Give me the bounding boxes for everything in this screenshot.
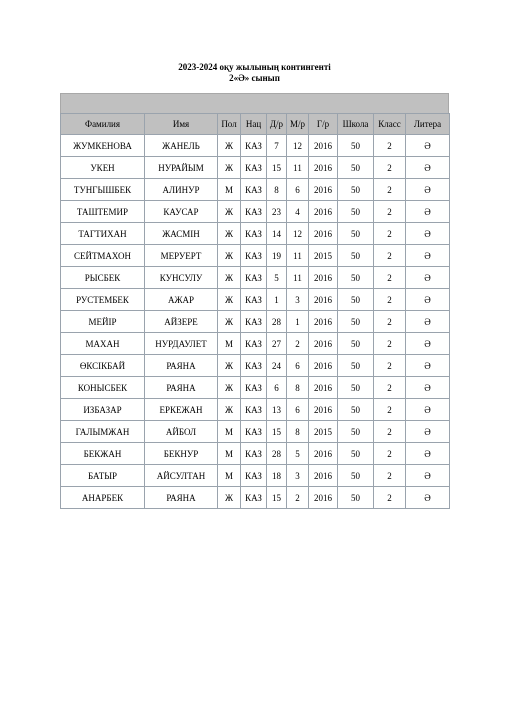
table-row: [61, 289, 450, 311]
table-row: [61, 377, 450, 399]
surname-cell: БАТЫР: [61, 465, 145, 487]
birth-month-cell: 11: [287, 157, 309, 179]
school-cell: 50: [338, 267, 374, 289]
birth-year-cell: 2016: [309, 179, 338, 201]
grade-cell: 2: [374, 443, 406, 465]
nationality-cell: КАЗ: [241, 267, 267, 289]
birth-year-cell: 2015: [309, 421, 338, 443]
grade-cell: 2: [374, 223, 406, 245]
nationality-cell: КАЗ: [241, 157, 267, 179]
birth-day-cell: 27: [267, 333, 287, 355]
birth-year-cell: 2016: [309, 333, 338, 355]
student-table: [60, 113, 450, 509]
birth-year-cell: 2016: [309, 399, 338, 421]
letter-cell: Ә: [406, 157, 450, 179]
name-cell: РАЯНА: [145, 487, 218, 509]
birth-month-cell: 12: [287, 223, 309, 245]
name-cell: БЕКНУР: [145, 443, 218, 465]
birth-month-cell: 6: [287, 355, 309, 377]
nationality-cell: КАЗ: [241, 289, 267, 311]
nationality-cell: КАЗ: [241, 399, 267, 421]
school-cell: 50: [338, 201, 374, 223]
birth-month-cell: 12: [287, 135, 309, 157]
name-cell: АЙБОЛ: [145, 421, 218, 443]
birth-year-cell: 2016: [309, 443, 338, 465]
birth-year-cell: 2016: [309, 487, 338, 509]
birth-month-cell: 4: [287, 201, 309, 223]
birth-day-cell: 23: [267, 201, 287, 223]
birth-day-cell: 24: [267, 355, 287, 377]
surname-cell: КОНЫСБЕК: [61, 377, 145, 399]
gender-cell: Ж: [218, 487, 241, 509]
birth-day-cell: 18: [267, 465, 287, 487]
surname-cell: СЕЙТМАХОН: [61, 245, 145, 267]
column-header-school: Школа: [338, 114, 374, 135]
letter-cell: Ә: [406, 223, 450, 245]
nationality-cell: КАЗ: [241, 179, 267, 201]
letter-cell: Ә: [406, 377, 450, 399]
birth-year-cell: 2016: [309, 377, 338, 399]
birth-year-cell: 2016: [309, 289, 338, 311]
gender-cell: Ж: [218, 223, 241, 245]
surname-cell: АНАРБЕК: [61, 487, 145, 509]
name-cell: КУНСУЛУ: [145, 267, 218, 289]
gender-cell: Ж: [218, 135, 241, 157]
nationality-cell: КАЗ: [241, 333, 267, 355]
letter-cell: Ә: [406, 201, 450, 223]
name-cell: КАУСАР: [145, 201, 218, 223]
school-cell: 50: [338, 135, 374, 157]
birth-year-cell: 2016: [309, 311, 338, 333]
name-cell: ЖАСМІН: [145, 223, 218, 245]
name-cell: АЛИНУР: [145, 179, 218, 201]
gender-cell: Ж: [218, 377, 241, 399]
gender-cell: М: [218, 465, 241, 487]
grade-cell: 2: [374, 179, 406, 201]
document-title: 2023-2024 оқу жылының контингенті: [178, 62, 331, 72]
grade-cell: 2: [374, 465, 406, 487]
birth-month-cell: 2: [287, 487, 309, 509]
birth-day-cell: 6: [267, 377, 287, 399]
nationality-cell: КАЗ: [241, 443, 267, 465]
school-cell: 50: [338, 355, 374, 377]
name-cell: РАЯНА: [145, 377, 218, 399]
birth-month-cell: 8: [287, 377, 309, 399]
school-cell: 50: [338, 157, 374, 179]
grade-cell: 2: [374, 487, 406, 509]
nationality-cell: КАЗ: [241, 201, 267, 223]
column-header-nationality: Нац: [241, 114, 267, 135]
letter-cell: Ә: [406, 355, 450, 377]
column-header-birth-day: Д/р: [267, 114, 287, 135]
birth-month-cell: 3: [287, 465, 309, 487]
table-row: [61, 465, 450, 487]
table-row: [61, 421, 450, 443]
birth-day-cell: 5: [267, 267, 287, 289]
grade-cell: 2: [374, 201, 406, 223]
nationality-cell: КАЗ: [241, 245, 267, 267]
name-cell: АЙЗЕРЕ: [145, 311, 218, 333]
birth-year-cell: 2016: [309, 135, 338, 157]
letter-cell: Ә: [406, 179, 450, 201]
class-subtitle: 2«Ә» сынып: [229, 73, 280, 83]
surname-cell: ГАЛЫМЖАН: [61, 421, 145, 443]
table-row: [61, 201, 450, 223]
table-row: [61, 223, 450, 245]
grade-cell: 2: [374, 245, 406, 267]
school-cell: 50: [338, 487, 374, 509]
birth-day-cell: 15: [267, 487, 287, 509]
school-cell: 50: [338, 289, 374, 311]
school-cell: 50: [338, 377, 374, 399]
birth-day-cell: 28: [267, 311, 287, 333]
birth-month-cell: 11: [287, 245, 309, 267]
column-header-letter: Литера: [406, 114, 450, 135]
grade-cell: 2: [374, 355, 406, 377]
grade-cell: 2: [374, 311, 406, 333]
birth-year-cell: 2016: [309, 201, 338, 223]
letter-cell: Ә: [406, 135, 450, 157]
name-cell: АЖАР: [145, 289, 218, 311]
birth-day-cell: 28: [267, 443, 287, 465]
grade-cell: 2: [374, 333, 406, 355]
school-cell: 50: [338, 443, 374, 465]
school-cell: 50: [338, 179, 374, 201]
table-row: [61, 443, 450, 465]
name-cell: РАЯНА: [145, 355, 218, 377]
gender-cell: Ж: [218, 355, 241, 377]
birth-month-cell: 8: [287, 421, 309, 443]
grade-cell: 2: [374, 399, 406, 421]
surname-cell: ИЗБАЗАР: [61, 399, 145, 421]
table-row: [61, 267, 450, 289]
surname-cell: МЕЙІР: [61, 311, 145, 333]
school-cell: 50: [338, 245, 374, 267]
birth-year-cell: 2016: [309, 267, 338, 289]
gender-cell: Ж: [218, 201, 241, 223]
column-header-gender: Пол: [218, 114, 241, 135]
surname-cell: ТУНГЫШБЕК: [61, 179, 145, 201]
letter-cell: Ә: [406, 399, 450, 421]
birth-day-cell: 14: [267, 223, 287, 245]
letter-cell: Ә: [406, 289, 450, 311]
birth-month-cell: 6: [287, 399, 309, 421]
birth-year-cell: 2016: [309, 355, 338, 377]
school-cell: 50: [338, 421, 374, 443]
birth-month-cell: 1: [287, 311, 309, 333]
birth-month-cell: 6: [287, 179, 309, 201]
school-cell: 50: [338, 223, 374, 245]
school-cell: 50: [338, 311, 374, 333]
name-cell: АЙСУЛТАН: [145, 465, 218, 487]
letter-cell: Ә: [406, 465, 450, 487]
nationality-cell: КАЗ: [241, 355, 267, 377]
grade-cell: 2: [374, 135, 406, 157]
grade-cell: 2: [374, 421, 406, 443]
birth-day-cell: 13: [267, 399, 287, 421]
birth-day-cell: 1: [267, 289, 287, 311]
birth-year-cell: 2016: [309, 223, 338, 245]
table-row: [61, 179, 450, 201]
letter-cell: Ә: [406, 333, 450, 355]
gender-cell: Ж: [218, 157, 241, 179]
table-header-row: [61, 114, 450, 135]
gender-cell: Ж: [218, 399, 241, 421]
table-row: [61, 487, 450, 509]
column-header-surname: Фамилия: [61, 114, 145, 135]
surname-cell: ТАГТИХАН: [61, 223, 145, 245]
gender-cell: Ж: [218, 245, 241, 267]
birth-year-cell: 2016: [309, 465, 338, 487]
column-header-grade: Класс: [374, 114, 406, 135]
letter-cell: Ә: [406, 421, 450, 443]
grade-cell: 2: [374, 267, 406, 289]
student-table-container: [60, 93, 449, 509]
birth-month-cell: 5: [287, 443, 309, 465]
surname-cell: МАХАН: [61, 333, 145, 355]
letter-cell: Ә: [406, 443, 450, 465]
nationality-cell: КАЗ: [241, 465, 267, 487]
birth-year-cell: 2015: [309, 245, 338, 267]
name-cell: ЖАНЕЛЬ: [145, 135, 218, 157]
grade-cell: 2: [374, 157, 406, 179]
letter-cell: Ә: [406, 311, 450, 333]
nationality-cell: КАЗ: [241, 135, 267, 157]
birth-month-cell: 3: [287, 289, 309, 311]
name-cell: МЕРУЕРТ: [145, 245, 218, 267]
name-cell: ЕРКЕЖАН: [145, 399, 218, 421]
letter-cell: Ә: [406, 487, 450, 509]
gender-cell: Ж: [218, 289, 241, 311]
nationality-cell: КАЗ: [241, 487, 267, 509]
school-cell: 50: [338, 465, 374, 487]
gender-cell: Ж: [218, 311, 241, 333]
table-row: [61, 355, 450, 377]
nationality-cell: КАЗ: [241, 421, 267, 443]
surname-cell: БЕКЖАН: [61, 443, 145, 465]
surname-cell: ӨКСІКБАЙ: [61, 355, 145, 377]
birth-day-cell: 19: [267, 245, 287, 267]
nationality-cell: КАЗ: [241, 377, 267, 399]
school-cell: 50: [338, 333, 374, 355]
birth-day-cell: 8: [267, 179, 287, 201]
grade-cell: 2: [374, 289, 406, 311]
gender-cell: М: [218, 179, 241, 201]
birth-day-cell: 7: [267, 135, 287, 157]
table-row: [61, 311, 450, 333]
birth-day-cell: 15: [267, 421, 287, 443]
name-cell: НУРАЙЫМ: [145, 157, 218, 179]
table-row: [61, 333, 450, 355]
gender-cell: М: [218, 333, 241, 355]
column-header-birth-month: М/р: [287, 114, 309, 135]
table-row: [61, 245, 450, 267]
birth-month-cell: 2: [287, 333, 309, 355]
table-header-band: [60, 93, 449, 113]
gender-cell: Ж: [218, 267, 241, 289]
table-row: [61, 135, 450, 157]
surname-cell: ЖУМКЕНОВА: [61, 135, 145, 157]
nationality-cell: КАЗ: [241, 311, 267, 333]
surname-cell: УКЕН: [61, 157, 145, 179]
surname-cell: ТАШТЕМИР: [61, 201, 145, 223]
school-cell: 50: [338, 399, 374, 421]
letter-cell: Ә: [406, 267, 450, 289]
gender-cell: М: [218, 421, 241, 443]
surname-cell: РУСТЕМБЕК: [61, 289, 145, 311]
birth-year-cell: 2016: [309, 157, 338, 179]
column-header-name: Имя: [145, 114, 218, 135]
surname-cell: РЫСБЕК: [61, 267, 145, 289]
nationality-cell: КАЗ: [241, 223, 267, 245]
letter-cell: Ә: [406, 245, 450, 267]
column-header-birth-year: Г/р: [309, 114, 338, 135]
gender-cell: М: [218, 443, 241, 465]
birth-day-cell: 15: [267, 157, 287, 179]
grade-cell: 2: [374, 377, 406, 399]
name-cell: НУРДАУЛЕТ: [145, 333, 218, 355]
birth-month-cell: 11: [287, 267, 309, 289]
table-row: [61, 399, 450, 421]
table-row: [61, 157, 450, 179]
